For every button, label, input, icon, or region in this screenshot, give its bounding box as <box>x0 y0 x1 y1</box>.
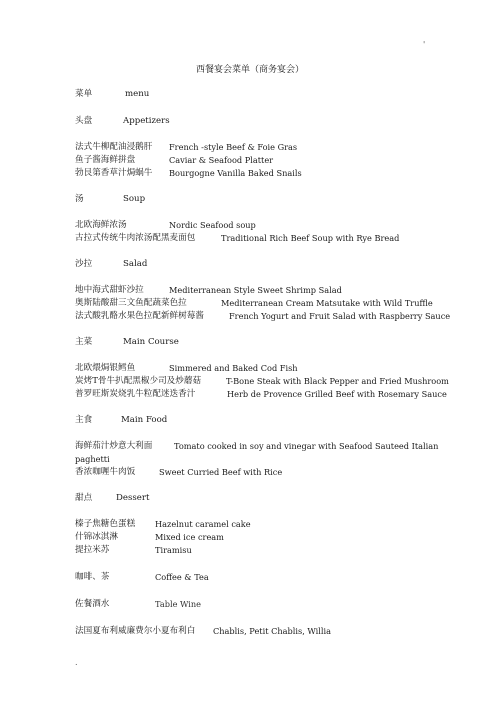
section-heading-cn: 甜点 <box>75 493 93 503</box>
section-heading-en: Salad <box>123 259 148 269</box>
dish-name-en: Herb de Provence Grilled Beef with Rosemary Sauce <box>227 389 447 399</box>
wine-heading-en: Table Wine <box>155 599 202 609</box>
dish-name-cn: 鱼子酱海鲜拼盘 <box>75 155 136 165</box>
dish-name-en: Nordic Seafood soup <box>169 220 256 230</box>
dish-name-cn: 法式牛柳配油浸鹅肝 <box>75 142 153 152</box>
dish-name-en: Sweet Curried Beef with Rice <box>159 467 283 477</box>
dish-name-en: Tiramisu <box>155 545 192 555</box>
dish-name-en: Mixed ice cream <box>155 532 224 542</box>
section-heading-en: Main Food <box>121 415 168 425</box>
dish-name-cn: 香浓咖喱牛肉饭 <box>75 467 136 477</box>
menu-heading-cn: 菜单 <box>75 89 93 99</box>
dish-name-cn: 北欧海鲜浓汤 <box>75 220 127 230</box>
dish-name-cn: 什锦冰淇淋 <box>75 532 118 542</box>
corner-mark-bottom: . <box>75 658 78 667</box>
dish-name-cn: 法式酸乳酪水果色拉配新鲜树莓酱 <box>75 311 204 321</box>
dish-name-en: Hazelnut caramel cake <box>155 519 251 529</box>
dish-name-cn: 奥斯陆酸甜三文鱼配蔬菜色拉 <box>75 298 187 308</box>
dish-name-en: T-Bone Steak with Black Pepper and Fried Mushroom <box>226 376 449 386</box>
dish-name-cn: 普罗旺斯炭烧乳牛粒配迷迭香汁 <box>75 389 196 399</box>
section-heading-en: Dessert <box>116 493 150 503</box>
wine-name-cn: 法国夏布利威廉费尔小夏布利白 <box>75 626 196 636</box>
dish-name-en: Tomato cooked in soy and vinegar with Seafood Sauteed Italian <box>174 441 439 451</box>
dish-name-cn: 地中海式甜虾沙拉 <box>75 285 144 295</box>
dish-name-cn: 海鲜茄汁炒意大利面 <box>75 441 153 451</box>
section-heading-en: Main Course <box>123 337 179 347</box>
section-heading-cn: 主菜 <box>75 337 93 347</box>
wine-heading-cn: 佐餐酒水 <box>75 599 110 609</box>
dish-name-en: Simmered and Baked Cod Fish <box>169 363 298 373</box>
dish-name-en: Bourgogne Vanilla Baked Snails <box>169 168 302 178</box>
section-heading-en: Appetizers <box>123 116 170 126</box>
dish-name-cn: 炭烤T骨牛扒配黑椒少司及炒蘑菇 <box>75 376 202 386</box>
dish-name-cn: 北欧煨焗银鳕鱼 <box>75 363 136 373</box>
corner-mark-top: ' <box>423 40 426 49</box>
dish-name-cn: 榛子焦糖色蛋糕 <box>75 519 136 529</box>
section-heading-cn: 沙拉 <box>75 259 93 269</box>
dish-name-en: Mediterranean Cream Matsutake with Wild Truffle <box>221 298 433 308</box>
coffee-heading-en: Coffee & Tea <box>155 572 209 582</box>
coffee-heading-cn: 咖啡、茶 <box>75 572 110 582</box>
dish-name-en-continued: paghetti <box>75 454 110 464</box>
dish-name-cn: 提拉米苏 <box>75 545 110 555</box>
page-title: 西餐宴会菜单（商务宴会） <box>195 65 304 75</box>
wine-name-en: Chablis, Petit Chablis, Willia <box>213 626 332 636</box>
section-heading-en: Soup <box>123 194 146 204</box>
dish-name-en: French Yogurt and Fruit Salad with Raspberry Sauce <box>229 311 451 321</box>
dish-name-en: French -style Beef & Foie Gras <box>169 142 298 152</box>
dish-name-en: Caviar & Seafood Platter <box>169 155 274 165</box>
section-heading-cn: 主食 <box>75 415 93 425</box>
section-heading-cn: 汤 <box>75 194 84 204</box>
dish-name-en: Traditional Rich Beef Soup with Rye Bread <box>221 233 400 243</box>
dish-name-cn: 古拉式传统牛肉浓汤配黑麦面包 <box>75 233 196 243</box>
dish-name-cn: 勃艮第香草汁焗蜗牛 <box>75 168 153 178</box>
section-heading-cn: 头盘 <box>75 116 93 126</box>
menu-heading-en: menu <box>125 89 150 99</box>
dish-name-en: Mediterranean Style Sweet Shrimp Salad <box>169 285 342 295</box>
